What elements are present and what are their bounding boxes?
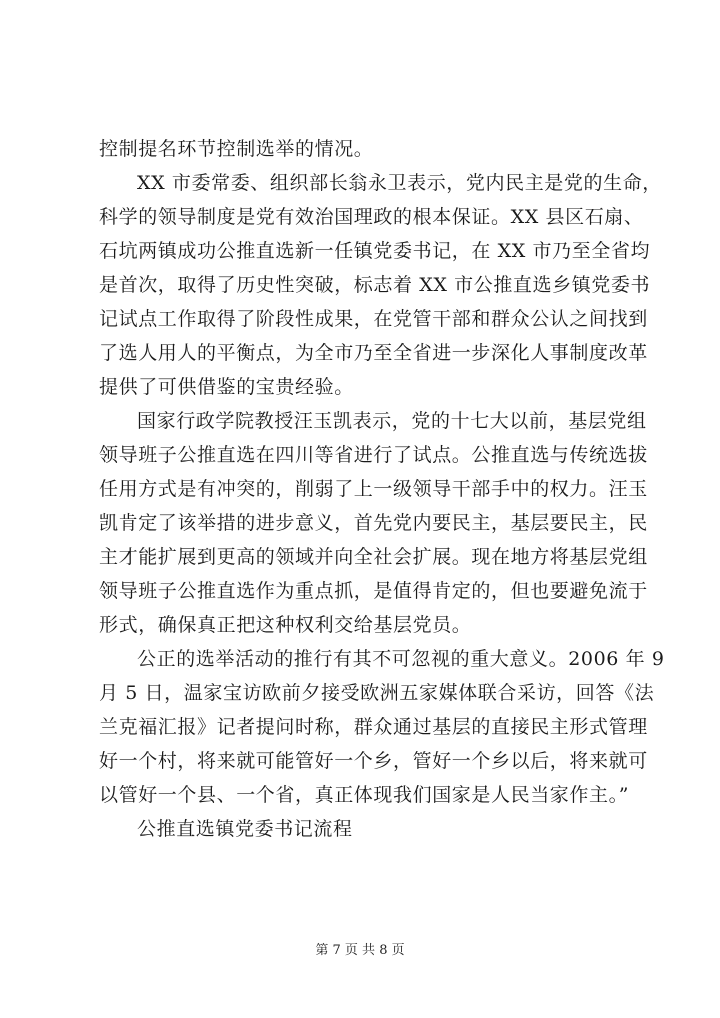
document-body <box>99 132 665 846</box>
text-line: 了选人用人的平衡点，为全市乃至全省进一步深化人事制度改革 <box>99 342 648 364</box>
page-footer: 第 7 页 共 8 页 <box>315 943 405 958</box>
text-line: 石坑两镇成功公推直选新一任镇党委书记，在 XX 市乃至全省均 <box>99 240 651 262</box>
text-line: 主才能扩展到更高的领域并向全社会扩展。现在地方将基层党组 <box>99 546 648 568</box>
text-line: 月 5 日，温家宝访欧前夕接受欧洲五家媒体联合采访，回答《法 <box>99 682 655 704</box>
text-line: 形式，确保真正把这种权利交给基层党员。 <box>99 614 472 636</box>
text-line: XX 市委常委、组织部长翁永卫表示，党内民主是党的生命， <box>137 172 662 194</box>
text-line: 凯肯定了该举措的进步意义，首先党内要民主，基层要民主，民 <box>99 512 648 534</box>
text-line: 任用方式是有冲突的，削弱了上一级领导干部手中的权力。汪玉 <box>99 478 648 500</box>
text-line: 公推直选镇党委书记流程 <box>137 818 353 840</box>
text-line: 公正的选举活动的推行有其不可忽视的重大意义。2006 年 9 <box>137 648 665 670</box>
text-line: 科学的领导制度是党有效治国理政的根本保证。XX 县区石扇、 <box>99 206 644 228</box>
text-line: 以管好一个县、一个省，真正体现我们国家是人民当家作主。” <box>99 784 630 806</box>
text-line: 控制提名环节控制选举的情况。 <box>99 138 374 160</box>
text-line: 提供了可供借鉴的宝贵经验。 <box>99 376 354 398</box>
text-line: 领导班子公推直选作为重点抓，是值得肯定的，但也要避免流于 <box>99 580 648 602</box>
text-line: 国家行政学院教授汪玉凯表示，党的十七大以前，基层党组 <box>137 410 647 432</box>
text-line: 好一个村，将来就可能管好一个乡，管好一个乡以后，将来就可 <box>99 750 648 772</box>
text-line: 记试点工作取得了阶段性成果，在党管干部和群众公认之间找到 <box>99 308 648 330</box>
text-line: 是首次，取得了历史性突破，标志着 XX 市公推直选乡镇党委书 <box>99 274 651 296</box>
text-line: 领导班子公推直选在四川等省进行了试点。公推直选与传统选拔 <box>99 444 648 466</box>
text-line: 兰克福汇报》记者提问时称，群众通过基层的直接民主形式管理 <box>99 716 648 738</box>
